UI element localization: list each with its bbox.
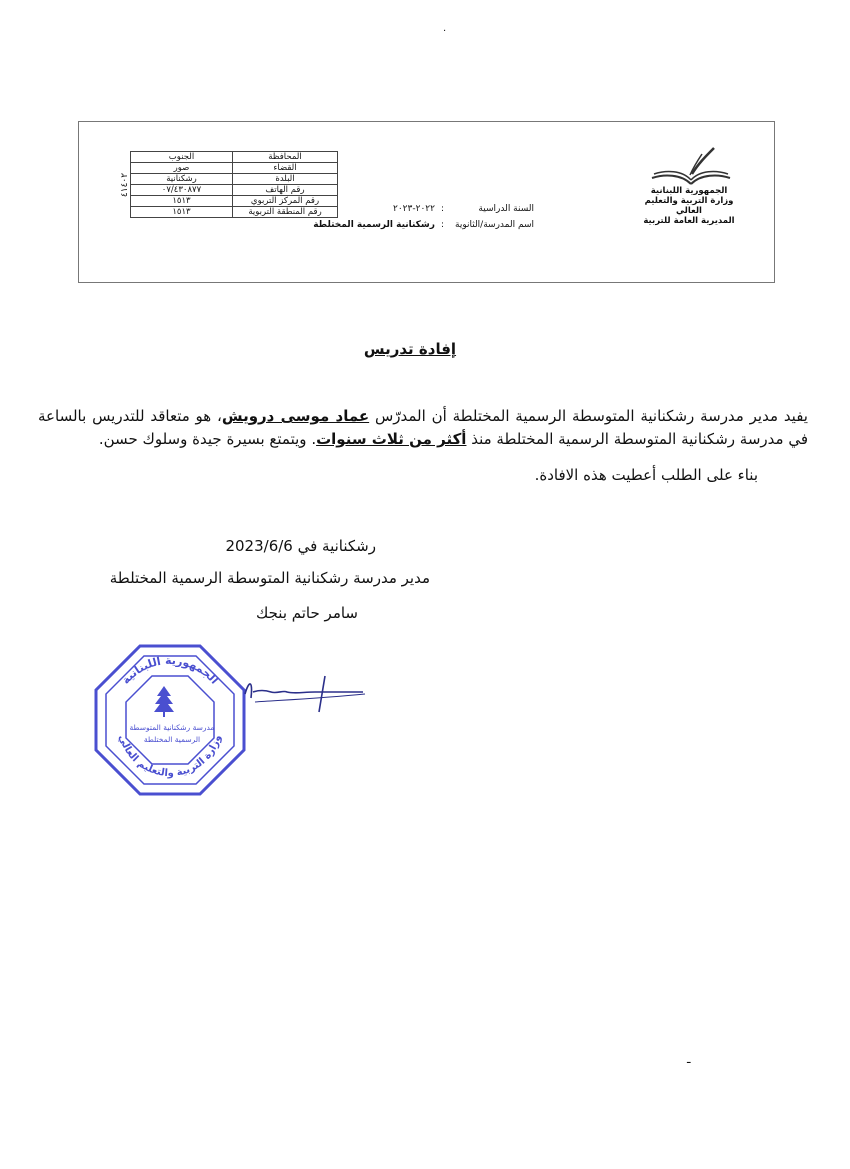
- open-book-logo-icon: [646, 144, 736, 188]
- letterhead-box: [78, 121, 775, 283]
- table-label: رقم المنطقة التربوية: [233, 207, 338, 218]
- scan-dot: ·: [443, 26, 447, 37]
- separator: :: [440, 204, 444, 214]
- table-label: المحافظة: [233, 152, 338, 163]
- paragraph-text: . ويتمتع بسيرة جيدة وسلوك حسن.: [98, 430, 317, 448]
- certificate-paragraph: [38, 405, 808, 451]
- ministry-line: وزارة التربية والتعليم العالي: [644, 196, 734, 216]
- request-note: بناء على الطلب أعطيت هذه الافادة.: [534, 466, 758, 484]
- paragraph-text: ، هو متعاقد للتدريس بالساعة في مدرسة رشكنانية المتوسطة الرسمية المختلطة منذ: [38, 407, 808, 448]
- table-value: الجنوب: [131, 152, 233, 163]
- svg-text:وزارة التربية والتعليم العالي: وزارة التربية والتعليم العالي: [116, 733, 224, 780]
- scan-mark: ـ: [687, 1052, 691, 1066]
- separator: :: [440, 220, 444, 230]
- teaching-duration: أكثر من ثلاث سنوات: [316, 430, 467, 448]
- ministry-line: المديرية العامة للتربية: [643, 216, 735, 226]
- table-row: [131, 174, 338, 185]
- table-label: البلدة: [233, 174, 338, 185]
- school-name-value: رشكنانية الرسمية المختلطة: [313, 220, 435, 230]
- svg-text:الرسمية المختلطة: الرسمية المختلطة: [143, 735, 201, 744]
- ministry-line: الجمهورية اللبنانية: [650, 186, 728, 196]
- svg-text:الجمهورية اللبنانية: الجمهورية اللبنانية: [119, 653, 222, 687]
- cedar-icon: [154, 686, 174, 717]
- table-value: ١٥١٣: [131, 196, 233, 207]
- table-row: [131, 196, 338, 207]
- table-row: [131, 152, 338, 163]
- school-year-value: ٢٠٢٢-٢٠٢٣: [393, 204, 435, 214]
- table-row: [131, 207, 338, 218]
- table-value: رشكنانية: [131, 174, 233, 185]
- school-info-table: [130, 151, 338, 218]
- place-date-line: رشكنانية في 2023/6/6: [225, 537, 376, 555]
- teacher-name: عماد موسى درويش: [221, 407, 370, 425]
- official-stamp: [92, 642, 248, 798]
- table-value: ٠٧/٤٣٠٨٧٧: [131, 185, 233, 196]
- table-value: صور: [131, 163, 233, 174]
- signer-name: سامر حاتم بنجك: [255, 604, 358, 622]
- table-label: رقم المركز التربوي: [233, 196, 338, 207]
- document-title: إفادة تدريس: [363, 340, 457, 358]
- school-name-label: اسم المدرسة/الثانوية: [455, 220, 534, 230]
- table-row: [131, 185, 338, 196]
- svg-text:مدرسة رشكنانية المتوسطة: مدرسة رشكنانية المتوسطة: [129, 723, 215, 732]
- side-reference-code: ٤١٤٠٢: [120, 172, 131, 198]
- table-label: رقم الهاتف: [233, 185, 338, 196]
- handwritten-signature: [225, 672, 370, 717]
- signer-title: مدير مدرسة رشكنانية المتوسطة الرسمية المختلطة: [109, 569, 430, 587]
- school-year-row: [393, 204, 534, 214]
- school-year-label: السنة الدراسية: [478, 204, 534, 214]
- ministry-header-text: [634, 186, 744, 226]
- table-value: ١٥١٣: [131, 207, 233, 218]
- table-row: [131, 163, 338, 174]
- paragraph-text: يفيد مدير مدرسة رشكنانية المتوسطة الرسمية المختلطة أن المدرّس: [369, 407, 808, 425]
- table-label: القضاء: [233, 163, 338, 174]
- school-name-row: [313, 220, 534, 230]
